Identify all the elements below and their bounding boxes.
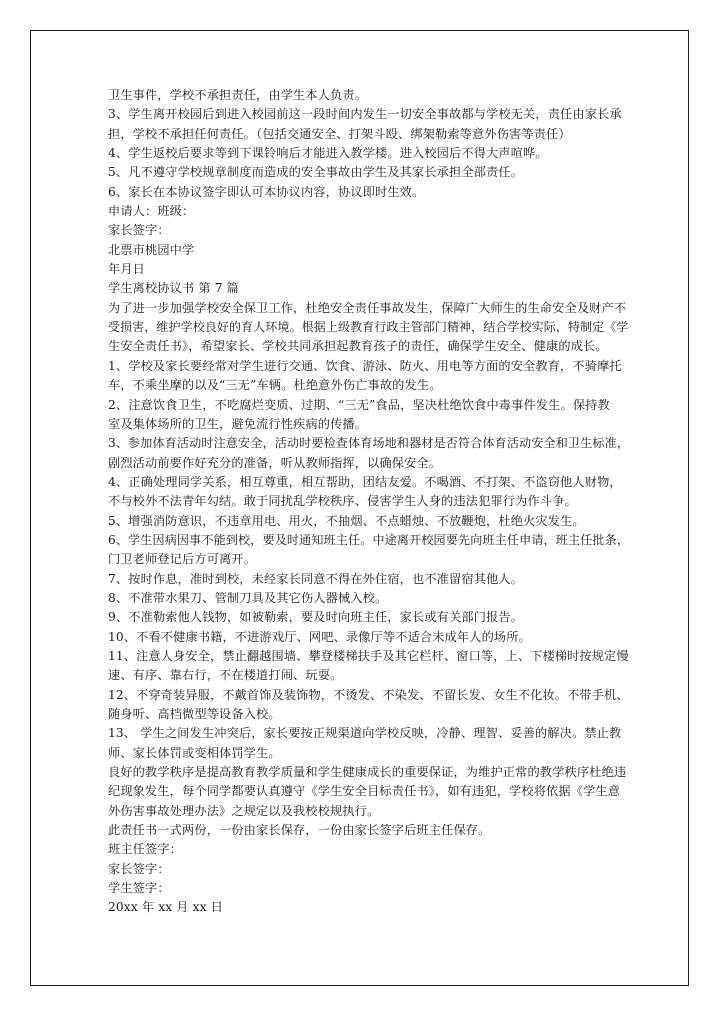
text-line: 6、家长在本协议签字即认可本协议内容，协议即时生效。 <box>108 184 425 199</box>
text-line: 3、学生离开校园后到进入校园前这一段时间内发生一切安全事故都与学校无关，责任由家长承 <box>108 107 622 122</box>
text-line: 5、增强消防意识，不违章用电、用火，不抽烟、不点蜡烛、不放鞭炮，杜绝火灾发生。 <box>108 513 585 528</box>
text-line: 学生离校协议书 第 7 篇 <box>108 281 240 296</box>
text-line: 12、不穿奇装异服，不戴首饰及装饰物，不烫发、不染发、不留长发、女生不化妆。不带手机、 <box>108 687 629 702</box>
text-line: 班主任签字： <box>108 842 183 857</box>
text-line: 年月日 <box>108 262 146 277</box>
text-line: 随身听、高档微型等设备入校。 <box>108 707 281 721</box>
text-line: 13、 学生之间发生冲突后，家长要按正规渠道向学校反映，冷静、理智、妥善的解决。禁止教 <box>108 726 622 741</box>
text-line: 卫生事件，学校不承担责任，由学生本人负责。 <box>108 88 368 102</box>
text-line: 北票市桃园中学 <box>108 242 195 257</box>
text-line: 6、学生因病因事不能到校，要及时通知班主任。中途离开校园要先向班主任申请，班主任批条， <box>108 532 630 547</box>
text-line: 生安全责任书》，希望家长、学校共同承担起教育孩子的责任，确保学生安全、健康的成长。 <box>108 339 608 354</box>
text-line: 9、不准勒索他人钱物，如被勒索，要及时向班主任，家长或有关部门报告。 <box>108 610 524 625</box>
text-line: 4、正确处理同学关系，相互尊重，相互帮助，团结友爱。不喝酒、不打架、不盗窃他人财物， <box>108 474 622 489</box>
text-line: 家长签字： <box>108 861 170 876</box>
text-line: 速、有序、靠右行，不在楼道打闹、玩耍。 <box>108 668 343 683</box>
text-line: 受损害，维护学校良好的育人环境。根据上级教育行政主管部门精神，结合学校实际，特制定《学 <box>108 320 629 335</box>
text-line: 学生签字： <box>108 881 170 896</box>
text-line: 5、凡不遵守学校规章制度而造成的安全事故由学生及其家长承担全部责任。 <box>108 165 524 180</box>
text-line: 2、注意饮食卫生，不吃腐烂变质、过期、“三无”食品，坚决杜绝饮食中毒事件发生。保持教 <box>108 397 610 412</box>
text-line: 门卫老师登记后方可离开。 <box>108 552 257 567</box>
text-line: 家长签字： <box>108 223 170 238</box>
text-line: 外伤害事故处理办法》之规定以及我校校规执行。 <box>108 803 380 818</box>
text-line: 申请人：班级： <box>108 204 195 219</box>
text-line: 剧烈活动前要作好充分的准备，听从教师指挥，以确保安全。 <box>108 455 442 470</box>
text-line: 20xx 年 xx 月 xx 日 <box>108 900 224 915</box>
text-line: 1、学校及家长要经常对学生进行交通、饮食、游泳、防火、用电等方面的安全教育，不骑摩托 <box>108 358 622 373</box>
text-line: 担，学校不承担任何责任。（包括交通安全、打架斗殴、绑架勒索等意外伤害等责任） <box>108 126 571 141</box>
text-line: 室及集体场所的卫生，避免流行性疾病的传播。 <box>108 416 368 431</box>
text-line: 为了进一步加强学校安全保卫工作，杜绝安全责任事故发生，保障广大师生的生命安全及财产不 <box>108 300 627 315</box>
text-line: 不与校外不法青年勾结。敢于同扰乱学校秩序、侵害学生人身的违法犯罪行为作斗争。 <box>108 494 577 509</box>
text-line: 4、学生返校后要求等到下课铃响后才能进入教学楼。进入校园后不得大声喧哗。 <box>108 146 548 161</box>
text-line: 3、参加体育活动时注意安全，活动时要检查体育场地和器材是否符合体育活动安全和卫生标准， <box>108 436 630 451</box>
text-line: 此责任书一式两份，一份由家长保存，一份由家长签字后班主任保存。 <box>108 823 491 838</box>
document-body <box>108 86 628 918</box>
text-line: 师、家长体罚或变相体罚学生。 <box>108 745 281 760</box>
text-line: 10、不看不健康书籍，不进游戏厅、网吧、录像厅等不适合未成年人的场所。 <box>108 629 531 644</box>
text-line: 11、注意人身安全，禁止翻越围墙、攀登楼梯扶手及其它栏杆、窗口等，上、下楼梯时按规定慢 <box>108 648 629 663</box>
text-line: 纪现象发生，每个同学都要认真遵守《学生安全目标责任书》，如有违犯，学校将依据《学生意 <box>108 784 621 799</box>
text-line: 7、按时作息，准时到校，未经家长同意不得在外住宿，也不准留宿其他人。 <box>108 571 524 586</box>
text-line: 良好的教学秩序是提高教育教学质量和学生健康成长的重要保证，为维护正常的教学秩序杜绝违 <box>108 765 627 780</box>
text-line: 8、不准带水果刀、管制刀具及其它伤人器械入校。 <box>108 590 388 605</box>
text-line: 车，不乘坐摩的以及“三无”车辆。杜绝意外伤亡事故的发生。 <box>108 378 442 393</box>
